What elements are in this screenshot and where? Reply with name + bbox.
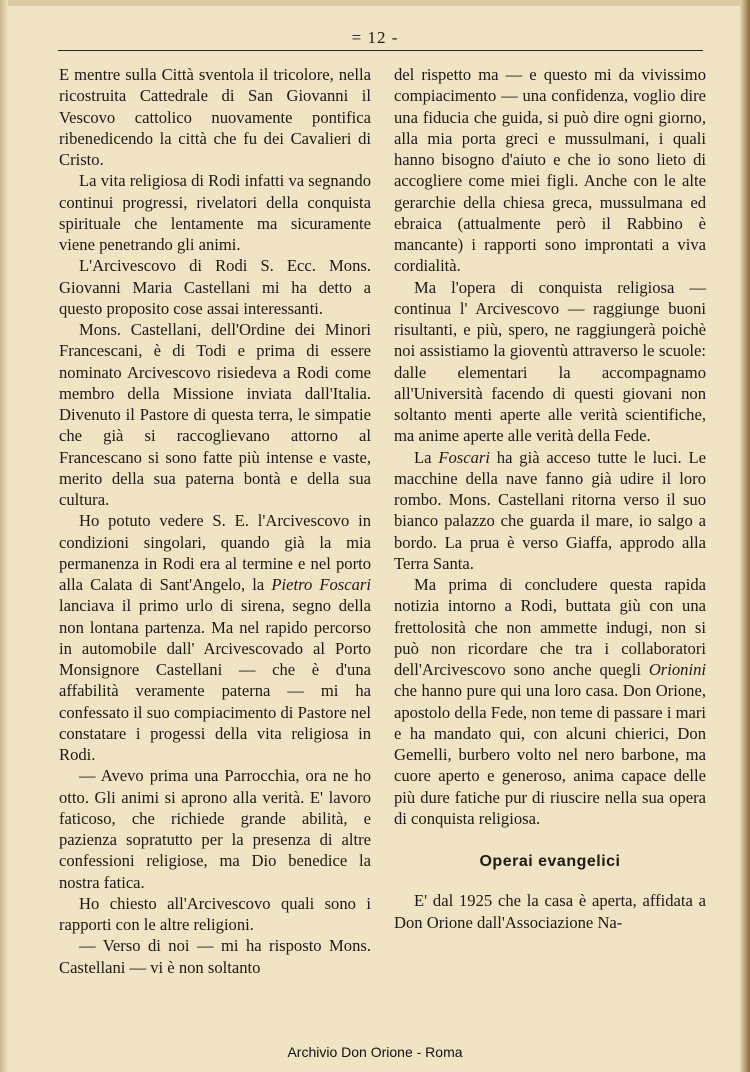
paragraph xyxy=(394,447,706,575)
paragraph-segment: che hanno pure qui una loro casa. Don Orione, apostolo della Fede, non teme di passare i mari e ha mandato qui, con alcuni chierici, Don Gemelli, burbero volto nel nero barbone, ma cuore aperto e generoso, anima capace delle più dure fatiche pur di riuscire nella sua opera di conquista religiosa. xyxy=(394,681,706,828)
paragraph: — Verso di noi — mi ha risposto Mons. Castellani — vi è non soltanto xyxy=(59,936,371,977)
italic-name: Pietro Foscari xyxy=(271,575,371,594)
italic-name: Foscari xyxy=(438,447,490,467)
paragraph-segment: Ma prima di concludere questa rapida notizia intorno a Rodi, buttata giù con una frettolosità che non ammette indugi, non si può non ricordare che tra i collaboratori dell'Arcivescovo sono anche quegli xyxy=(394,575,706,679)
paragraph-segment: La xyxy=(414,447,439,467)
paragraph-segment: Ho potuto vedere S. E. l'Arcivescovo in condizioni singolari, quando già la mia permanenza in Rodi era al termine e nel porto alla Calata di Sant'Angelo, la xyxy=(59,511,371,594)
header-rule xyxy=(58,50,703,51)
page-top-edge xyxy=(0,0,750,6)
paragraph-segment: ha già acceso tutte le luci. Le macchine della nave fanno già udire il loro rombo. Mons. Castellani ritorna verso il suo bianco palazzo che guarda il mare, io salgo a bordo. La prua è verso Giaffa, approdo alla Terra Santa. xyxy=(394,447,706,573)
paragraph: — Avevo prima una Parrocchia, ora ne ho otto. Gli animi si aprono alla verità. E' lavoro faticoso, che richiede grande abilità, e pazienza sopratutto per la presenza di altre confessioni religiose, ma Dio benedice la nostra fatica. xyxy=(59,766,371,892)
paragraph: L'Arcivescovo di Rodi S. Ecc. Mons. Giovanni Maria Castellani mi ha detto a questo proposito cose assai interessanti. xyxy=(59,256,371,318)
archive-footer: Archivio Don Orione - Roma xyxy=(287,1044,463,1060)
paragraph-segment: lanciava il primo urlo di sirena, segno della non lontana partenza. Ma nel rapido percorso in automobile dall' Arcivescovado al Porto Monsignore Castellani — che è d'una affabilità veramente paterna — mi ha confessato il suo compiacimento di Pastore nel constatare i progessi della vita religiosa in Rodi. xyxy=(59,596,371,764)
italic-name: Orionini xyxy=(648,660,706,679)
page-right-edge xyxy=(740,0,750,1072)
page-number: = 12 - xyxy=(351,28,399,47)
page-left-edge xyxy=(0,0,8,1072)
paragraph: La vita religiosa di Rodi infatti va segnando continui progressi, rivelatori della conquista spirituale che lentamente ma sicuramente viene penetrando gli animi. xyxy=(59,171,371,254)
paragraph: E mentre sulla Città sventola il tricolore, nella ricostruita Cattedrale di San Giovanni il Vescovo cattolico nuovamente pontifica ribenedicendo la città che fu dei Cavalieri di Cristo. xyxy=(59,65,371,169)
right-column xyxy=(394,64,706,933)
paragraph: Ho chiesto all'Arcivescovo quali sono i rapporti con le altre religioni. xyxy=(59,893,371,934)
paragraph xyxy=(394,574,706,829)
paragraph xyxy=(59,510,371,765)
paragraph: Mons. Castellani, dell'Ordine dei Minori Francescani, è di Todi e prima di essere nominato Arcivescovo risiedeva a Rodi come membro della Missione inviata dall'Italia. Divenuto il Pastore di questa terra, le simpatie che già si raccoglievano attorno al Francescano si sono fatte più intense e vaste, merito della sua paterna bontà e della sua cultura. xyxy=(59,320,371,509)
left-column xyxy=(59,64,371,978)
paragraph: del rispetto ma — e questo mi da vivissimo compiacimento — una confidenza, voglio dire una fiducia che guida, si può dire ogni giorno, alla mia porta greci e mussulmani, i quali hanno bisogno d'aiuto e che io sono lieto di accogliere come miei figli. Anche con le alte gerarchie della chiesa greca, mussulmana ed ebraica (attualmente però il Rabbino è mancante) i rapporti sono improntati a viva cordialità. xyxy=(394,65,706,276)
paragraph: Ma l'opera di conquista religiosa — continua l' Arcivescovo — raggiunge buoni risultanti, e più, spero, ne raggiungerà poichè noi assistiamo la gioventù attraverso le scuole: dalle elementari la accompagnamo all'Università facendo di questi giovani non soltanto menti aperte alle verità scientifiche, ma anime aperte alle verità della Fede. xyxy=(394,277,706,446)
section-heading: Operai evangelici xyxy=(479,853,621,870)
paragraph: E' dal 1925 che la casa è aperta, affidata a Don Orione dall'Associazione Na- xyxy=(394,891,706,932)
